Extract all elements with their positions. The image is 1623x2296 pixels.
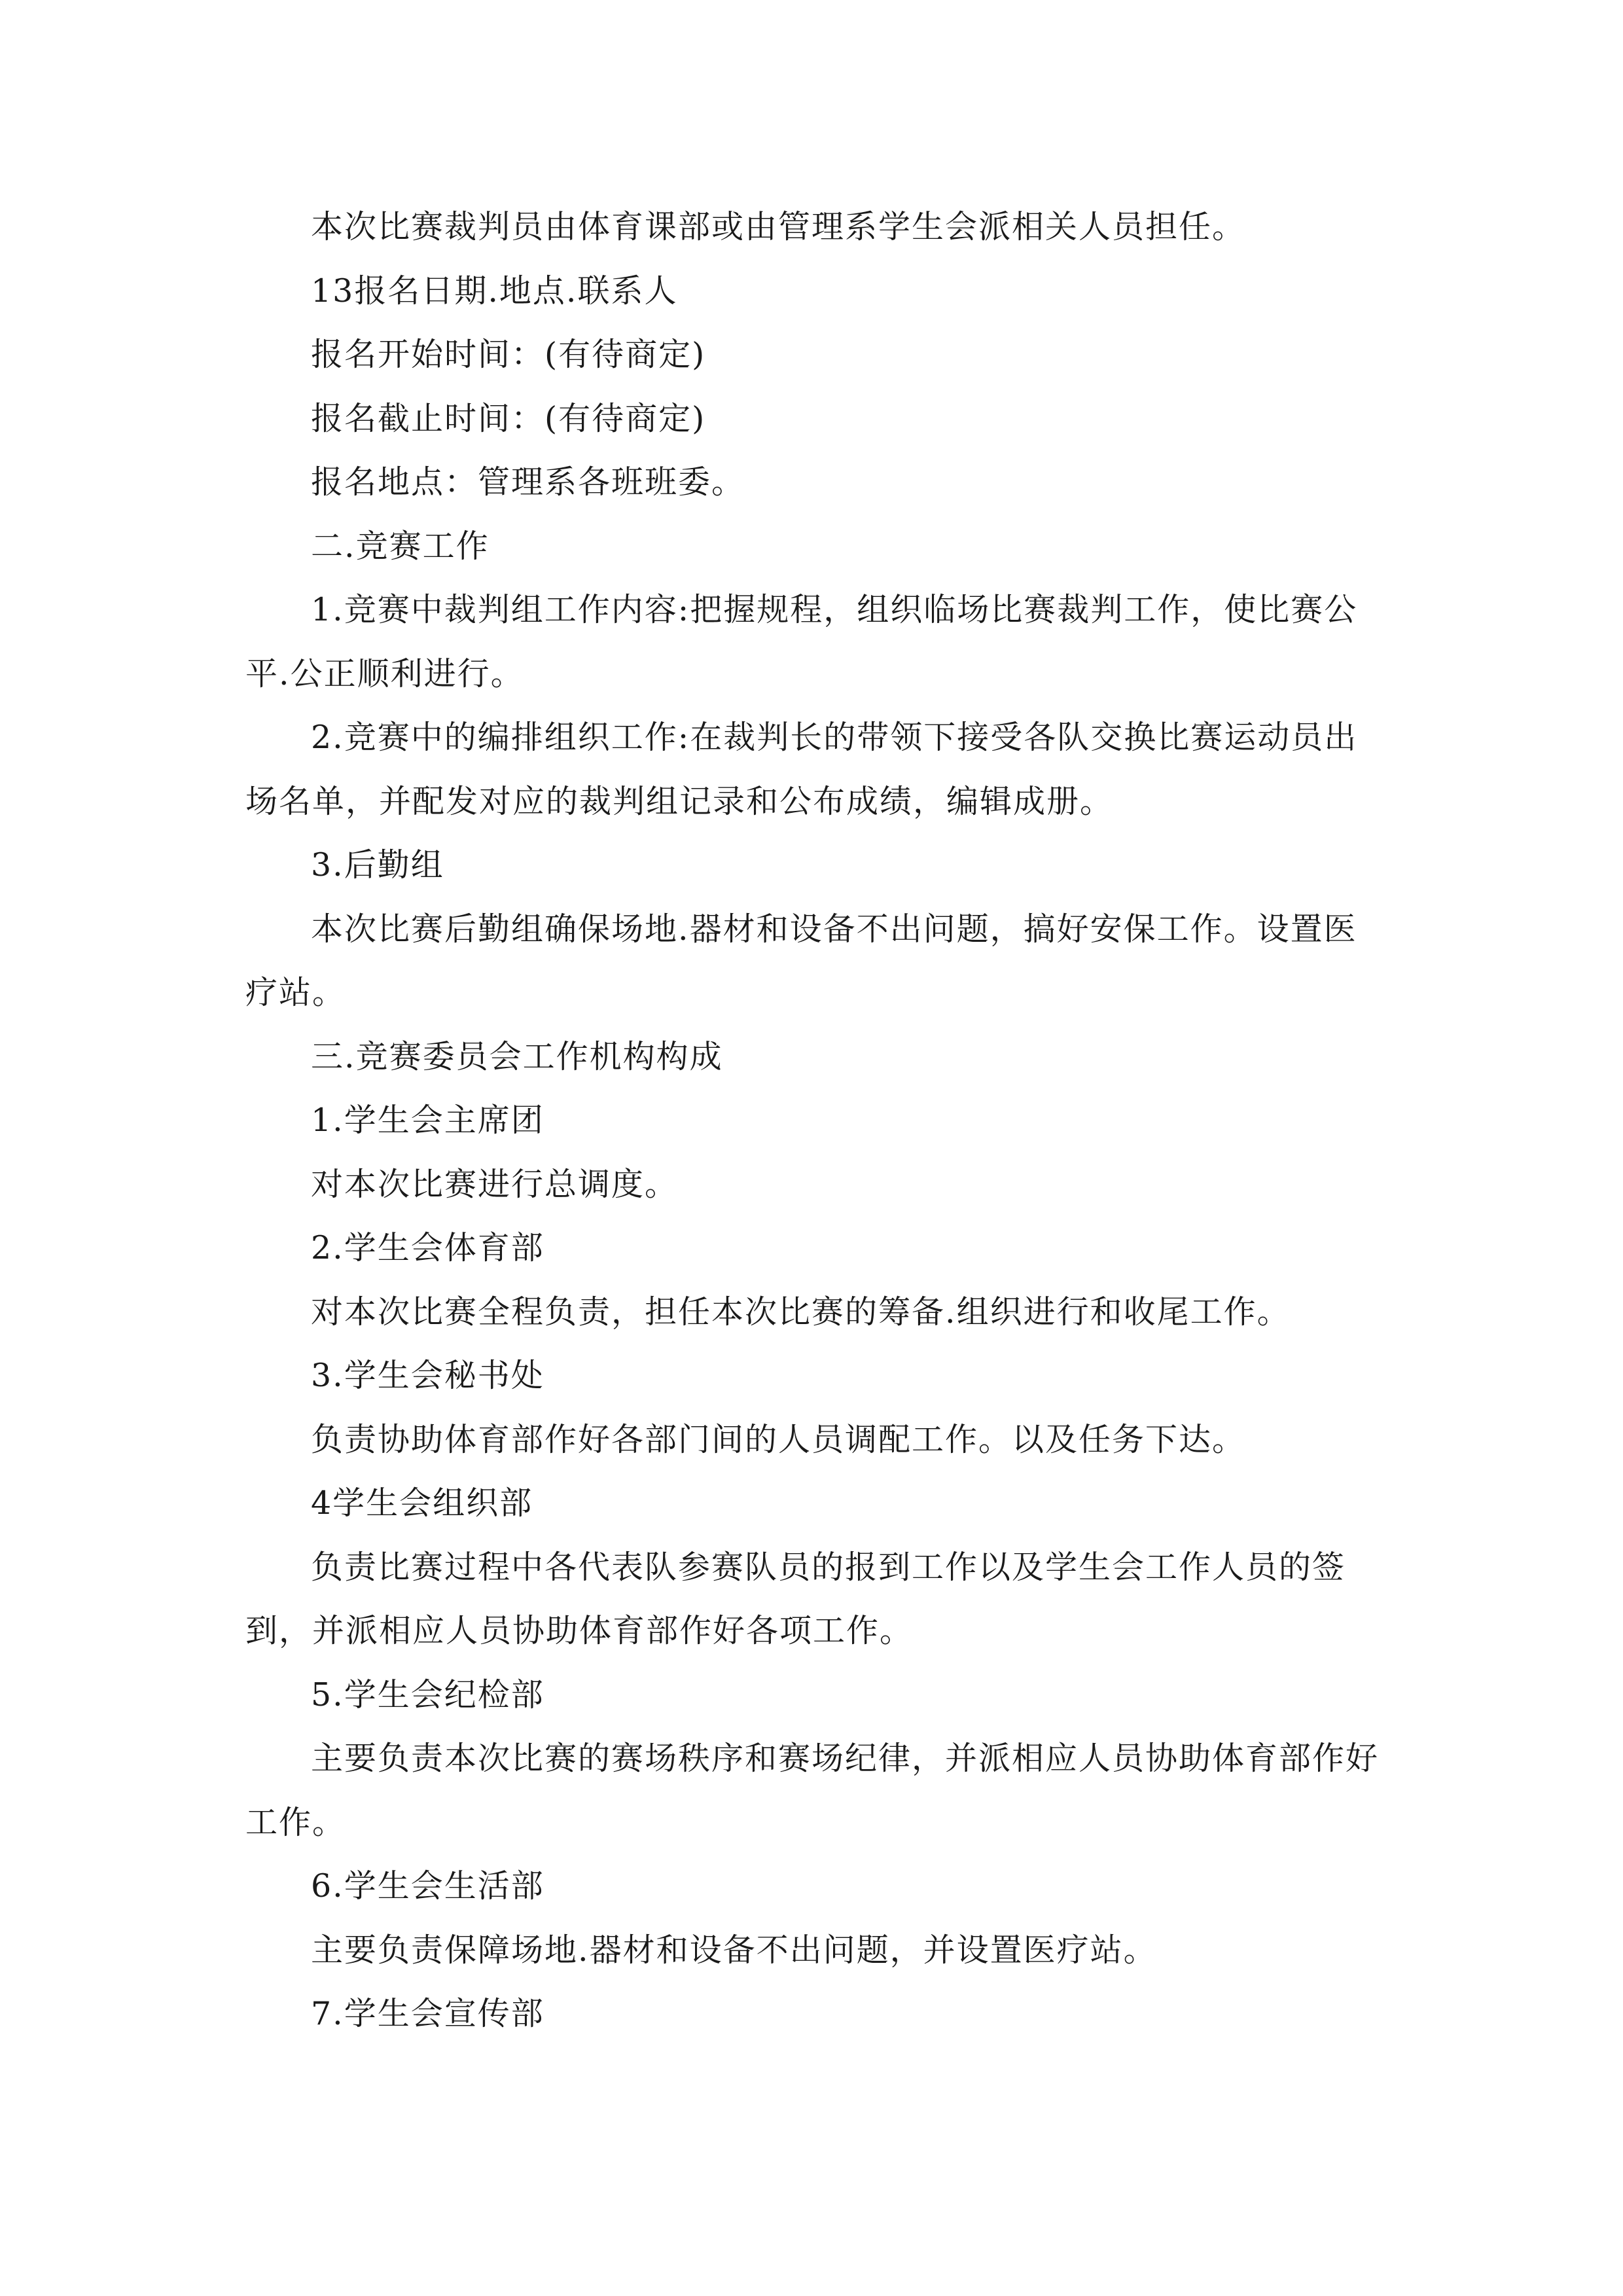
paragraph-organization-department-duties: 负责比赛过程中各代表队参赛队员的报到工作以及学生会工作人员的签到，并派相应人员协助体育部作好各项工作。 (245, 1548, 1346, 1649)
paragraph-registration-deadline: 报名截止时间：(有待商定) (311, 399, 706, 437)
document-body (245, 195, 1384, 2046)
heading-publicity-department: 7.学生会宣传部 (311, 1995, 544, 2032)
heading-sports-department: 2.学生会体育部 (311, 1229, 544, 1266)
heading-organization-department: 4学生会组织部 (311, 1484, 533, 1522)
paragraph-scheduling-work: 2.竞赛中的编排组织工作:在裁判长的带领下接受各队交换比赛运动员出场名单，并配发对应的裁判组记录和公布成绩，编辑成册。 (245, 719, 1358, 820)
paragraph-sports-department-duties: 对本次比赛全程负责，担任本次比赛的筹备.组织进行和收尾工作。 (311, 1293, 1291, 1331)
paragraph-discipline-department-duties: 主要负责本次比赛的赛场秩序和赛场纪律，并派相应人员协助体育部作好工作。 (245, 1740, 1380, 1841)
paragraph-secretariat-duties: 负责协助体育部作好各部门间的人员调配工作。以及任务下达。 (311, 1420, 1246, 1458)
heading-discipline-department: 5.学生会纪检部 (311, 1676, 544, 1713)
heading-competition-work: 二.竞赛工作 (311, 527, 490, 565)
heading-logistics-group: 3.后勤组 (311, 846, 444, 884)
heading-committee-structure: 三.竞赛委员会工作机构构成 (311, 1037, 723, 1075)
heading-life-department: 6.学生会生活部 (311, 1867, 544, 1905)
heading-presidium: 1.学生会主席团 (311, 1102, 544, 1139)
paragraph-logistics-duties: 本次比赛后勤组确保场地.器材和设备不出问题，搞好安保工作。设置医疗站。 (245, 910, 1357, 1011)
heading-registration-info: 13报名日期.地点.联系人 (311, 272, 678, 310)
heading-secretariat: 3.学生会秘书处 (311, 1357, 544, 1394)
paragraph-life-department-duties: 主要负责保障场地.器材和设备不出问题，并设置医疗站。 (311, 1931, 1157, 1969)
paragraph-referee-group-work: 1.竞赛中裁判组工作内容:把握规程，组织临场比赛裁判工作，使比赛公平.公正顺利进行。 (245, 591, 1358, 692)
paragraph-presidium-duties: 对本次比赛进行总调度。 (311, 1165, 679, 1203)
paragraph-registration-location: 报名地点：管理系各班班委。 (311, 463, 745, 501)
paragraph-referee-assignment: 本次比赛裁判员由体育课部或由管理系学生会派相关人员担任。 (311, 208, 1246, 245)
paragraph-registration-start: 报名开始时间：(有待商定) (311, 336, 706, 373)
